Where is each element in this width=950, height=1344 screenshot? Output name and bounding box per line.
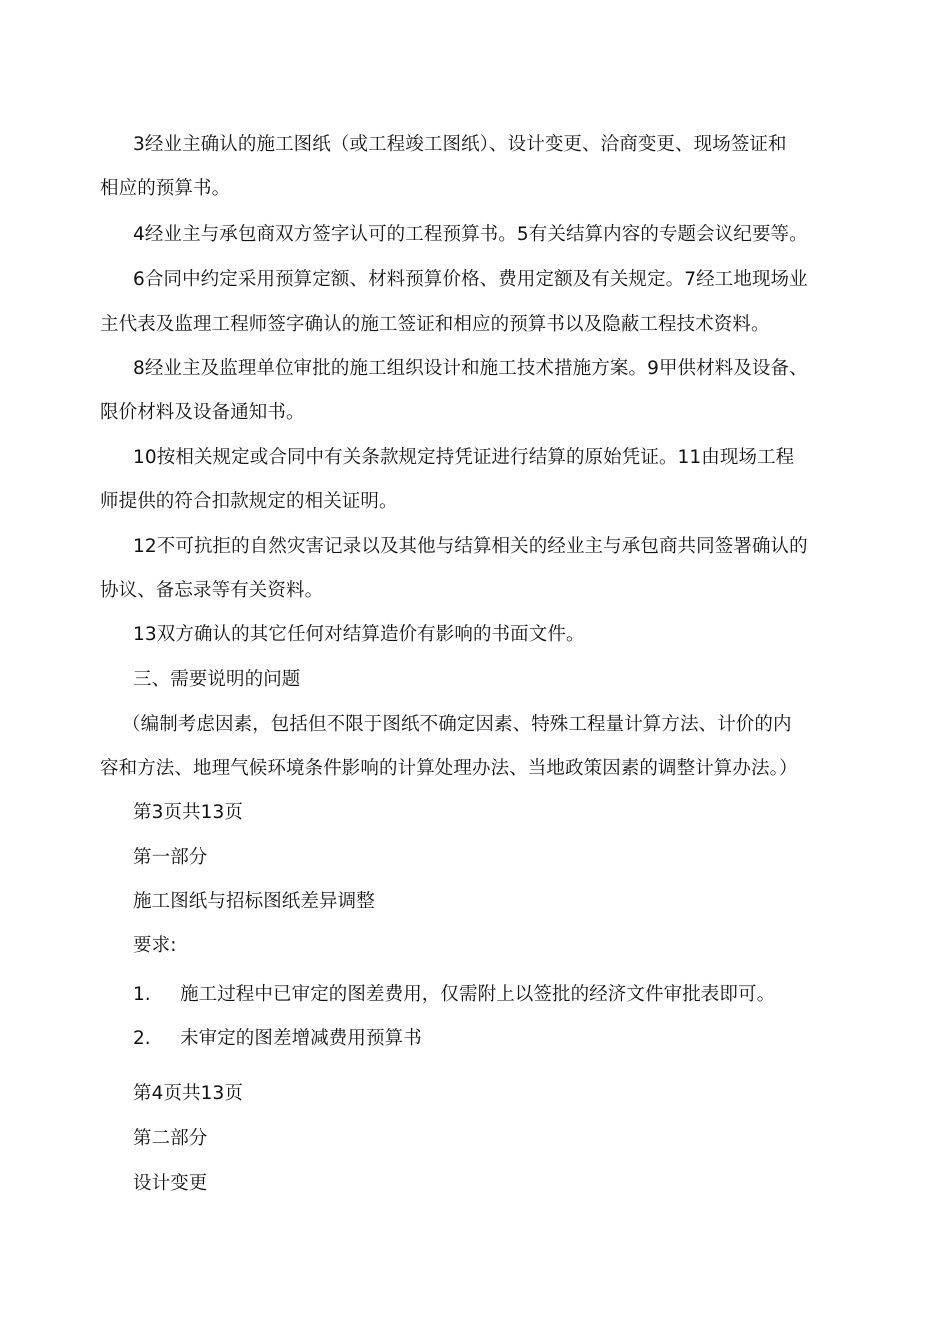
- paragraph-item-8-9: 8经业主及监理单位审批的施工组织设计和施工技术措施方案。9甲供材料及设备、: [133, 358, 808, 379]
- paragraph-item-7-continued: 主代表及监理工程师签字确认的施工签证和相应的预算书以及隐蔽工程技术资料。: [100, 314, 770, 335]
- paragraph-item-13: 13双方确认的其它任何对结算造价有影响的书面文件。: [133, 624, 585, 645]
- requirement-2-text: 未审定的图差增减费用预算书: [180, 1028, 422, 1049]
- page-number-3: 第3页共13页: [133, 802, 244, 823]
- note-paragraph-continued: 容和方法、地理气候环境条件影响的计算处理办法、当地政策因素的调整计算办法。）: [100, 758, 798, 779]
- paragraph-item-6-7: 6合同中约定采用预算定额、材料预算价格、费用定额及有关规定。7经工地现场业: [133, 269, 808, 290]
- requirement-1-number: 1.: [133, 984, 151, 1005]
- paragraph-item-11-continued: 师提供的符合扣款规定的相关证明。: [100, 491, 398, 512]
- paragraph-item-3: 3经业主确认的施工图纸（或工程竣工图纸）、设计变更、洽商变更、现场签证和: [133, 134, 787, 155]
- paragraph-item-12-continued: 协议、备忘录等有关资料。: [100, 580, 324, 601]
- note-paragraph: （编制考虑因素，包括但不限于图纸不确定因素、特殊工程量计算方法、计价的内: [122, 714, 792, 735]
- page-number-4: 第4页共13页: [133, 1083, 244, 1104]
- part-title-1: 施工图纸与招标图纸差异调整: [133, 891, 375, 912]
- requirements-label: 要求:: [133, 935, 177, 956]
- part-heading-2: 第二部分: [133, 1128, 208, 1149]
- requirement-1-text: 施工过程中已审定的图差费用，仅需附上以签批的经济文件审批表即可。: [180, 984, 776, 1005]
- paragraph-item-9-continued: 限价材料及设备通知书。: [100, 402, 305, 423]
- part-heading-1: 第一部分: [133, 847, 208, 868]
- paragraph-item-10-11: 10按相关规定或合同中有关条款规定持凭证进行结算的原始凭证。11由现场工程: [133, 447, 795, 468]
- part-title-2: 设计变更: [133, 1173, 208, 1194]
- section-heading-3: 三、需要说明的问题: [133, 669, 301, 690]
- paragraph-item-12: 12不可抗拒的自然灾害记录以及其他与结算相关的经业主与承包商共同签署确认的: [133, 536, 808, 557]
- paragraph-item-3-continued: 相应的预算书。: [100, 178, 231, 199]
- requirement-2-number: 2.: [133, 1028, 151, 1049]
- paragraph-item-4-5: 4经业主与承包商双方签字认可的工程预算书。5有关结算内容的专题会议纪要等。: [133, 224, 808, 245]
